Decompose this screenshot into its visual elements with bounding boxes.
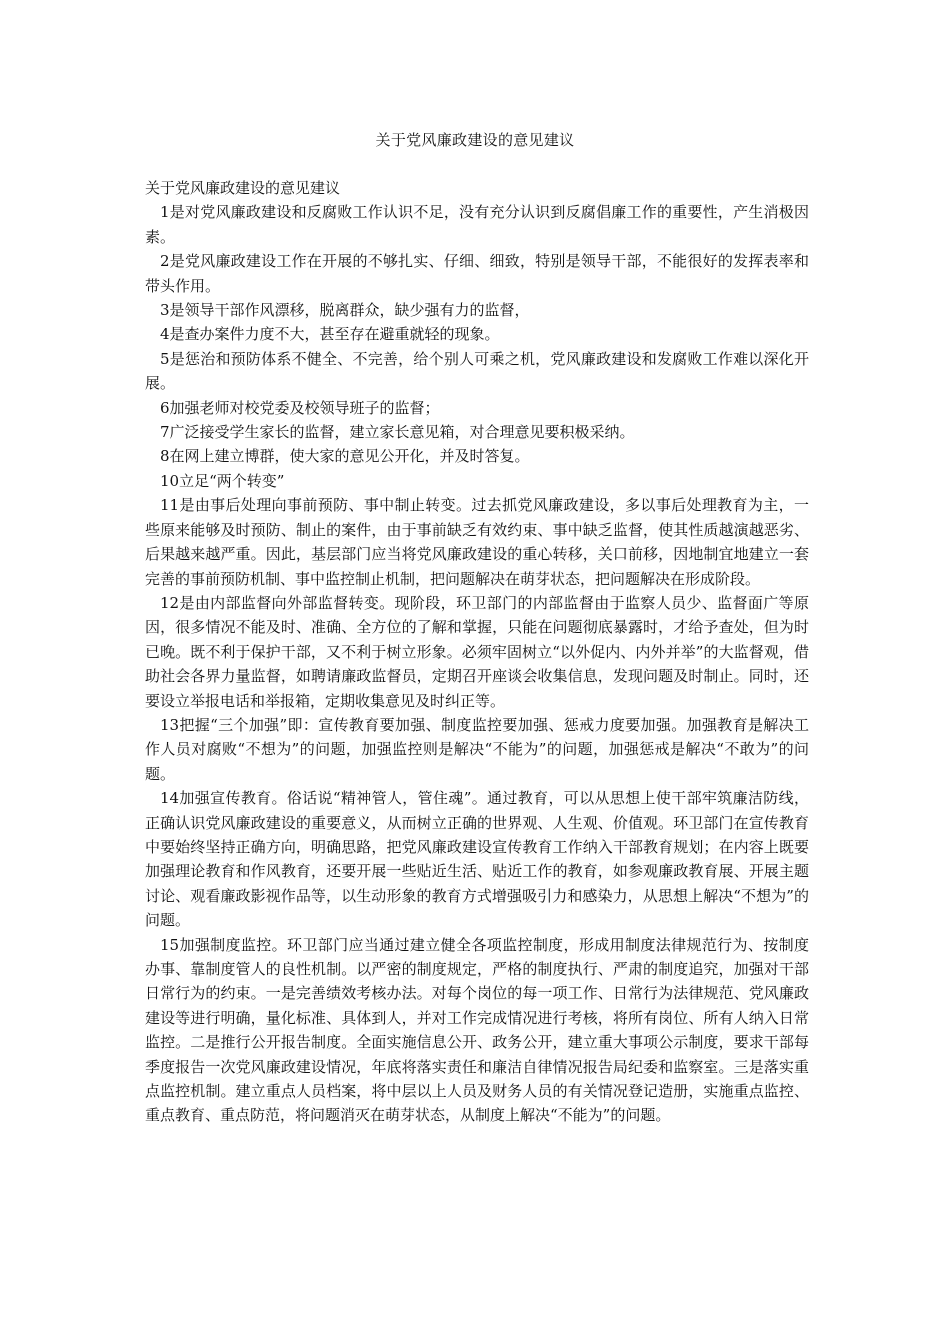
paragraph-4: 4是查办案件力度不大，甚至存在避重就轻的现象。	[160, 325, 500, 344]
paragraph-6: 6加强老师对校党委及校领导班子的监督；	[160, 398, 440, 417]
paragraph-11: 11是由事后处理向事前预防、事中制止转变。过去抓党风廉政建设，多以事后处理教育为主，一些原来能够及时预防、制止的案件，由于事前缺乏有效约束、事中缺乏监督，使其性质越演越恶劣、后果越来越严重。因此，基层部门应当将党风廉政建设的重心转移，关口前移，因地制宜地建立一套完善的事前预防机制、事中监控制止机制，把问题解决在萌芽状态，把问题解决在形成阶段。	[145, 496, 809, 588]
paragraph-10: 10立足“两个转变”	[160, 471, 285, 490]
paragraph-15: 15加强制度监控。环卫部门应当通过建立健全各项监控制度，形成用制度法律规范行为、按制度办事、靠制度管人的良性机制。以严密的制度规定，严格的制度执行、严肃的制度追究，加强对干部日常行为的约束。一是完善绩效考核办法。对每个岗位的每一项工作、日常行为法律规范、党风廉政建设等进行明确，量化标准、具体到人，并对工作完成情况进行考核，将所有岗位、所有人纳入日常监控。二是推行公开报告制度。全面实施信息公开、政务公开，建立重大事项公示制度，要求干部每季度报告一次党风廉政建设情况，年底将落实责任和廉洁自律情况报告局纪委和监察室。三是落实重点监控机制。建立重点人员档案，将中层以上人员及财务人员的有关情况登记造册，实施重点监控、重点教育、重点防范，将问题消灭在萌芽状态，从制度上解决“不能为”的问题。	[145, 935, 809, 1125]
paragraph-8: 8在网上建立博群，使大家的意见公开化，并及时答复。	[160, 447, 530, 466]
paragraph-3: 3是领导干部作风漂移，脱离群众，缺少强有力的监督，	[160, 301, 530, 320]
paragraph-2: 2是党风廉政建设工作在开展的不够扎实、仔细、细致，特别是领导干部，不能很好的发挥表率和带头作用。	[145, 252, 809, 295]
document-title: 关于党风廉政建设的意见建议	[375, 131, 575, 149]
paragraph-12: 12是由内部监督向外部监督转变。现阶段，环卫部门的内部监督由于监察人员少、监督面广等原因，很多情况不能及时、准确、全方位的了解和掌握，只能在问题彻底暴露时，才给予查处，但为时已晚。既不利于保护干部，又不利于树立形象。必须牢固树立“以外促内、内外并举”的大监督观，借助社会各界力量监督，如聘请廉政监督员，定期召开座谈会收集信息，发现问题及时制止。同时，还要设立举报电话和举报箱，定期收集意见及时纠正等。	[145, 593, 809, 710]
paragraph-13: 13把握“三个加强”即：宣传教育要加强、制度监控要加强、惩戒力度要加强。加强教育是解决工作人员对腐败“不想为”的问题，加强监控则是解决“不能为”的问题，加强惩戒是解决“不敢为”的问题。	[145, 715, 809, 783]
document-body	[145, 176, 809, 1128]
paragraph-1: 1是对党风廉政建设和反腐败工作认识不足，没有充分认识到反腐倡廉工作的重要性，产生消极因素。	[145, 203, 809, 246]
paragraph-14: 14加强宣传教育。俗话说“精神管人，管住魂”。通过教育，可以从思想上使干部牢筑廉洁防线，正确认识党风廉政建设的重要意义，从而树立正确的世界观、人生观、价值观。环卫部门在宣传教育中要始终坚持正确方向，明确思路，把党风廉政建设宣传教育工作纳入干部教育规划；在内容上既要加强理论教育和作风教育，还要开展一些贴近生活、贴近工作的教育，如参观廉政教育展、开展主题讨论、观看廉政影视作品等，以生动形象的教育方式增强吸引力和感染力，从思想上解决“不想为”的问题。	[145, 789, 809, 930]
paragraph-5: 5是惩治和预防体系不健全、不完善，给个别人可乘之机，党风廉政建设和发腐败工作难以深化开展。	[145, 349, 809, 393]
paragraph-7: 7广泛接受学生家长的监督，建立家长意见箱，对合理意见要积极采纳。	[160, 423, 635, 442]
document-subtitle: 关于党风廉政建设的意见建议	[145, 179, 341, 197]
